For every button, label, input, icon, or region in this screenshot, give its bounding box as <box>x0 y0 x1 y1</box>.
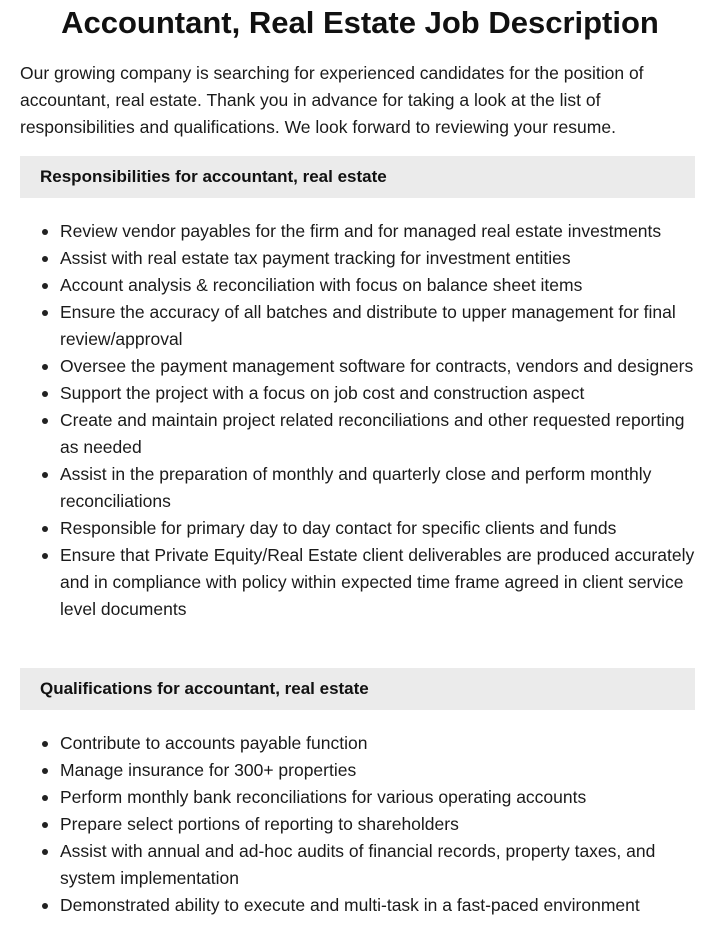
list-item: Create and maintain project related reconciliations and other requested reporting as needed <box>20 407 695 461</box>
list-item: Assist with annual and ad-hoc audits of financial records, property taxes, and system implementation <box>20 838 695 892</box>
intro-paragraph: Our growing company is searching for experienced candidates for the position of accountant, real estate. Thank you in advance for taking a look at the list of responsibilities and qualifications. We look forward to reviewing your resume. <box>20 63 644 137</box>
list-item: Assist in the preparation of monthly and quarterly close and perform monthly reconciliations <box>20 461 695 515</box>
list-item: Ensure the accuracy of all batches and distribute to upper management for final review/approval <box>20 299 695 353</box>
responsibilities-section <box>20 156 695 623</box>
list-item: Contribute to accounts payable function <box>20 730 695 757</box>
list-item: Responsible for primary day to day contact for specific clients and funds <box>20 515 695 542</box>
page-title: Accountant, Real Estate Job Description <box>61 5 659 40</box>
list-item: Prepare select portions of reporting to shareholders <box>20 811 695 838</box>
qualifications-heading: Qualifications for accountant, real estate <box>20 668 695 710</box>
list-item: Assist with real estate tax payment tracking for investment entities <box>20 245 695 272</box>
qualifications-section <box>20 668 695 919</box>
responsibilities-list <box>20 218 695 623</box>
list-item: Support the project with a focus on job cost and construction aspect <box>20 380 695 407</box>
list-item: Perform monthly bank reconciliations for various operating accounts <box>20 784 695 811</box>
list-item: Demonstrated ability to execute and multi-task in a fast-paced environment <box>20 892 695 919</box>
list-item: Account analysis & reconciliation with focus on balance sheet items <box>20 272 695 299</box>
list-item: Oversee the payment management software for contracts, vendors and designers <box>20 353 695 380</box>
list-item: Ensure that Private Equity/Real Estate client deliverables are produced accurately and in compliance with policy within expected time frame agreed in client service level documents <box>20 542 695 623</box>
qualifications-list <box>20 730 695 919</box>
responsibilities-heading: Responsibilities for accountant, real estate <box>20 156 695 198</box>
list-item: Manage insurance for 300+ properties <box>20 757 695 784</box>
list-item: Review vendor payables for the firm and for managed real estate investments <box>20 218 695 245</box>
